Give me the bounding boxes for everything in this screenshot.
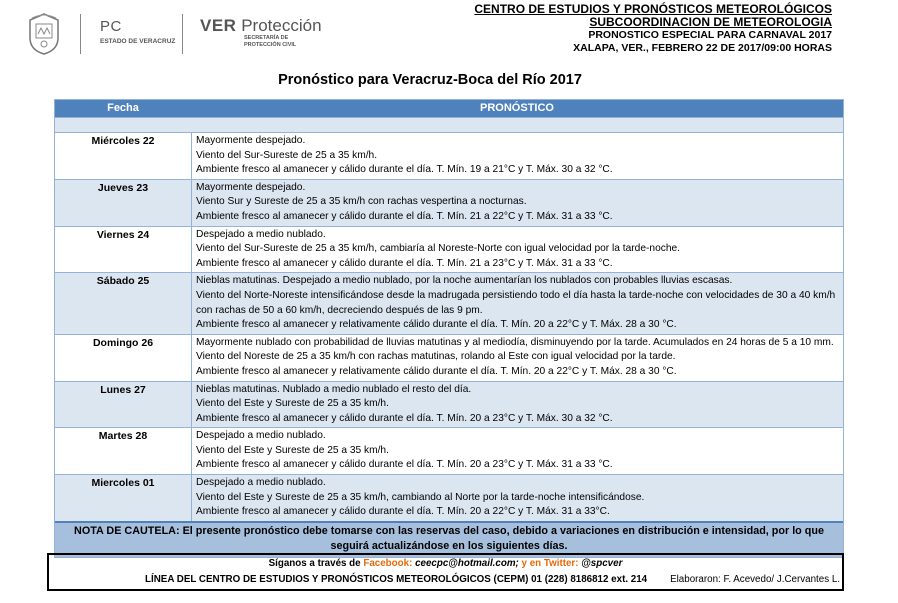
caution-note: NOTA DE CAUTELA: El presente pronóstico debe tomarse con las reservas del caso, debido a variaciones en distribución e intensidad, por lo que seguirá actualizándose en los siguientes días. xyxy=(55,521,843,557)
table-row xyxy=(55,179,843,226)
table-row xyxy=(55,226,843,273)
header-fecha: Fecha xyxy=(107,102,139,114)
pc-logo-text: PC xyxy=(100,18,122,35)
veracruz-seal-logo xyxy=(24,12,64,56)
footer-box xyxy=(47,553,844,591)
header-line-4: XALAPA, VER., FEBRERO 22 DE 2017/09:00 HORAS xyxy=(573,42,832,54)
row-forecast: Nieblas matutinas. Nublado a medio nublado el resto del día. Viento del Este y Sureste de 25 a 35 km/h. Ambiente fresco al amanecer y cálido durante el día. T. Mín. 20 a 23°C y T. Máx. 30 a 32 °C. xyxy=(191,382,843,428)
twitter-label: y en Twitter: xyxy=(518,558,579,569)
ver-logo-subtitle: SECRETARÍA DE PROTECCIÓN CIVIL xyxy=(244,35,297,48)
logo-divider xyxy=(80,14,81,54)
row-day: Sábado 25 xyxy=(96,275,150,288)
table-row xyxy=(55,334,843,381)
table-row xyxy=(55,272,843,333)
header-line-2: SUBCOORDINACION DE METEOROLOGIA xyxy=(589,15,832,29)
header-pronostico: PRONÓSTICO xyxy=(480,102,554,114)
row-day: Lunes 27 xyxy=(100,383,146,396)
footer-credits: Elaboraron: F. Acevedo/ J.Cervantes L. xyxy=(670,574,840,585)
row-forecast: Mayormente despejado. Viento Sur y Sureste de 25 a 35 km/h con rachas vespertina a nocturnas. Ambiente fresco al amanecer y cálido durante el día. T. Mín. 21 a 22°C y T. Máx. 31 a 33 °C. xyxy=(191,180,843,226)
row-forecast: Nieblas matutinas. Despejado a medio nublado, por la noche aumentarían los nublados con probables lluvias escasas. Viento del Norte-Noreste intensificándose desde la madrugada persistiendo todo el día hasta la tarde-noche con velocidades de 30 a 40 km/h con rachas de 50 a 60 km/h, decreciendo después de las 9 pm. Ambiente fresco al amanecer y relativamente cálido durante el día. T. Mín. 20 a 22°C y T. Máx. 28 a 30 °C. xyxy=(191,273,843,333)
twitter-handle[interactable]: @spcver xyxy=(578,558,623,569)
table-header xyxy=(55,100,843,117)
logo-divider xyxy=(182,14,183,54)
row-day: Domingo 26 xyxy=(92,336,154,349)
table-spacer-row xyxy=(55,117,843,132)
row-day: Jueves 23 xyxy=(97,181,149,194)
facebook-label: Facebook: xyxy=(363,558,413,569)
row-day: Miércoles 22 xyxy=(91,135,155,147)
table-row xyxy=(55,474,843,521)
row-day: Viernes 24 xyxy=(96,228,150,241)
pc-logo-subtitle: ESTADO DE VERACRUZ xyxy=(100,38,176,45)
facebook-email[interactable]: ceecpc@hotmail.com; xyxy=(412,558,519,569)
row-forecast: Mayormente despejado. Viento del Sur-Sureste de 25 a 35 km/h. Ambiente fresco al amanecer y cálido durante el día. T. Mín. 19 a 21°C y T. Máx. 30 a 32 °C. xyxy=(191,133,843,179)
forecast-table xyxy=(54,99,844,558)
row-forecast: Mayormente nublado con probabilidad de lluvias matutinas y al mediodía, disminuyendo por la tarde. Acumulados en 24 horas de 5 a 10 mm. Viento del Noreste de 25 a 35 km/h con rachas matutinas, rolando al Este con igual velocidad por la tarde. Ambiente fresco al amanecer y relativamente cálido durante el día. T. Mín. 20 a 22°C y T. Máx. 28 a 30 °C. xyxy=(191,335,843,381)
header-block xyxy=(474,3,832,55)
row-day: Martes 28 xyxy=(98,430,148,443)
ver-logo-text: Protección xyxy=(241,16,322,35)
page-title: Pronóstico para Veracruz-Boca del Río 2017 xyxy=(278,72,582,88)
ver-logo xyxy=(200,16,322,36)
ver-logo-bold: VER xyxy=(200,16,237,35)
header-line-1: CENTRO DE ESTUDIOS Y PRONÓSTICOS METEOROLÓGICOS xyxy=(474,2,832,16)
row-forecast: Despejado a medio nublado. Viento del Este y Sureste de 25 a 35 km/h. Ambiente fresco al amanecer y cálido durante el día. T. Mín. 20 a 23°C y T. Máx. 31 a 33 °C. xyxy=(191,428,843,474)
footer-phone-line: LÍNEA DEL CENTRO DE ESTUDIOS Y PRONÓSTICOS METEOROLÓGICOS (CEPM) 01 (228) 8186812 ext. 214 xyxy=(145,574,648,585)
row-forecast: Despejado a medio nublado. Viento del Este y Sureste de 25 a 35 km/h, cambiando al Norte por la tarde-noche intensificándose. Ambiente fresco al amanecer y cálido durante el día. T. Mín. 20 a 22°C y T. Máx. 31 a 33°C. xyxy=(191,475,843,521)
footer-social: Síganos a través de Facebook: ceecpc@hotmail.com; y en Twitter: @spcver xyxy=(268,558,623,569)
header-line-3: PRONOSTICO ESPECIAL PARA CARNAVAL 2017 xyxy=(588,29,832,41)
row-forecast: Despejado a medio nublado. Viento del Sur-Sureste de 25 a 35 km/h, cambiaría al Noreste-Norte con igual velocidad por la tarde-noche. Ambiente fresco al amanecer y cálido durante el día. T. Mín. 21 a 23°C y T. Máx. 31 a 33 °C. xyxy=(191,227,843,273)
table-row xyxy=(55,427,843,474)
row-day: Miercoles 01 xyxy=(91,477,155,490)
table-row xyxy=(55,132,843,179)
table-row xyxy=(55,381,843,428)
